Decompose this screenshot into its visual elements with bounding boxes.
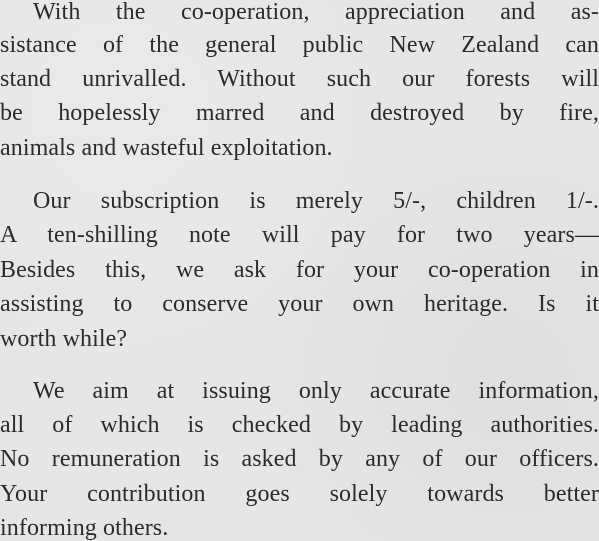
text-line: be hopelessly marred and destroyed by fire, [0,100,599,126]
text-line: A ten-shilling note will pay for two years— [0,222,599,248]
text-line: worth while? [0,326,128,352]
text-line: assisting to conserve your own heritage. Is it [0,291,599,317]
text-line: informing others. [0,515,169,541]
text-line: No remuneration is asked by any of our officers. [0,446,599,472]
text-line: stand unrivalled. Without such our forests will [0,66,599,92]
text-line: We aim at issuing only accurate information, [33,378,599,404]
text-line: With the co-operation, appreciation and as- [33,0,599,25]
text-line: animals and wasteful exploitation. [0,135,333,161]
text-line: Our subscription is merely 5/-, children 1/-. [33,188,599,214]
text-line: sistance of the general public New Zealand can [0,32,599,58]
text-line: Besides this, we ask for your co-operation in [0,257,599,283]
text-line: all of which is checked by leading authorities. [0,412,599,438]
text-line: Your contribution goes solely towards better [0,481,599,507]
